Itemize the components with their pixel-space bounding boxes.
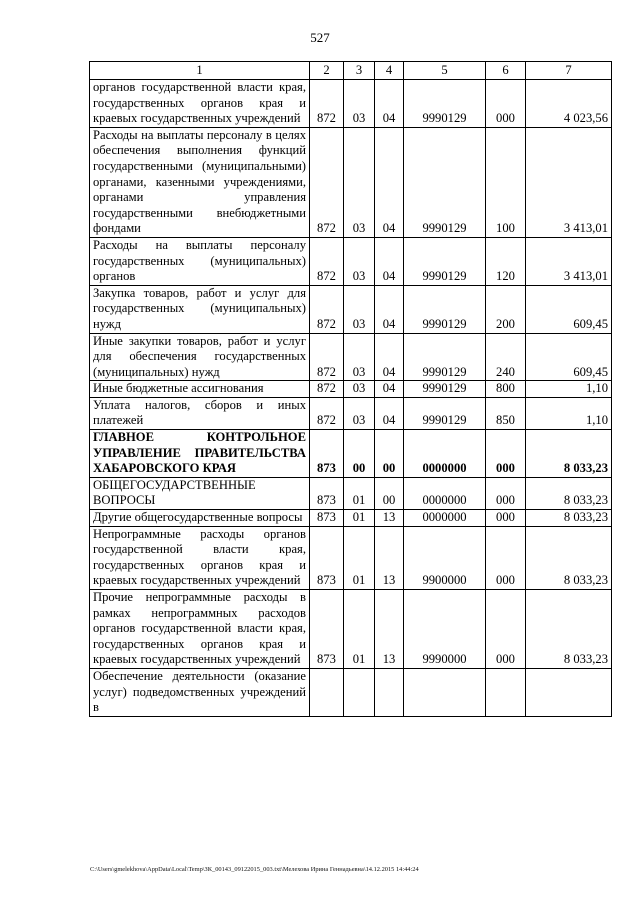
expense-type-cell: 100 [486, 127, 526, 237]
column-header: 1 [90, 62, 310, 80]
column-header: 7 [526, 62, 612, 80]
column-header: 3 [344, 62, 375, 80]
row-name-cell: Расходы на выплаты персоналу в целях обеспечения выполнения функций государственными (муниципальными) органами, казенными учреждениями, органами управления государственными внебюджетными фондами [90, 127, 310, 237]
section-code-cell: 00 [344, 430, 375, 478]
subsection-code-cell: 04 [375, 333, 404, 381]
section-code-cell: 03 [344, 285, 375, 333]
expense-type-cell: 000 [486, 510, 526, 527]
expense-type-cell: 800 [486, 381, 526, 398]
target-article-cell: 9900000 [404, 526, 486, 589]
table-row [90, 127, 612, 237]
expense-type-cell: 000 [486, 590, 526, 669]
table-row [90, 80, 612, 128]
section-code-cell: 03 [344, 127, 375, 237]
expense-type-cell [486, 668, 526, 716]
amount-cell: 1,10 [526, 381, 612, 398]
subsection-code-cell: 04 [375, 285, 404, 333]
row-name-cell: органов государственной власти края, государственных органов края и краевых государственных учреждений [90, 80, 310, 128]
table-row [90, 590, 612, 669]
row-name-cell: ГЛАВНОЕ КОНТРОЛЬНОЕ УПРАВЛЕНИЕ ПРАВИТЕЛЬСТВА ХАБАРОВСКОГО КРАЯ [90, 430, 310, 478]
target-article-cell: 0000000 [404, 430, 486, 478]
amount-cell: 8 033,23 [526, 430, 612, 478]
gov-code-cell: 872 [310, 127, 344, 237]
amount-cell: 8 033,23 [526, 477, 612, 509]
gov-code-cell: 873 [310, 477, 344, 509]
gov-code-cell: 873 [310, 430, 344, 478]
subsection-code-cell: 04 [375, 237, 404, 285]
table-row [90, 526, 612, 589]
expense-type-cell: 850 [486, 397, 526, 429]
amount-cell: 4 023,56 [526, 80, 612, 128]
row-name-cell: ОБЩЕГОСУДАРСТВЕННЫЕ ВОПРОСЫ [90, 477, 310, 509]
section-code-cell [344, 668, 375, 716]
row-name-cell: Непрограммные расходы органов государственной власти края, государственных органов края и краевых государственных учреждений [90, 526, 310, 589]
target-article-cell: 0000000 [404, 477, 486, 509]
amount-cell: 8 033,23 [526, 510, 612, 527]
expense-type-cell: 000 [486, 526, 526, 589]
row-name-cell: Уплата налогов, сборов и иных платежей [90, 397, 310, 429]
table-row [90, 285, 612, 333]
section-code-cell: 03 [344, 333, 375, 381]
file-path-footer: C:\Users\gmelekhova\AppData\Local\Temp\ЗК_00143_09122015_003.txt\Мелехова Ирина Геннадьевна\14.12.2015 14:44:24 [90, 866, 419, 873]
subsection-code-cell: 04 [375, 381, 404, 398]
row-name-cell: Иные закупки товаров, работ и услуг для обеспечения государственных (муниципальных) нужд [90, 333, 310, 381]
amount-cell [526, 668, 612, 716]
expense-type-cell: 000 [486, 430, 526, 478]
subsection-code-cell: 13 [375, 526, 404, 589]
subsection-code-cell: 04 [375, 80, 404, 128]
target-article-cell [404, 668, 486, 716]
gov-code-cell: 872 [310, 333, 344, 381]
table-row [90, 381, 612, 398]
row-name-cell: Закупка товаров, работ и услуг для государственных (муниципальных) нужд [90, 285, 310, 333]
expense-type-cell: 000 [486, 80, 526, 128]
gov-code-cell: 872 [310, 285, 344, 333]
row-name-cell: Обеспечение деятельности (оказание услуг) подведомственных учреждений в [90, 668, 310, 716]
target-article-cell: 9990129 [404, 80, 486, 128]
section-code-cell: 03 [344, 381, 375, 398]
amount-cell: 3 413,01 [526, 127, 612, 237]
subsection-code-cell: 00 [375, 477, 404, 509]
table-row [90, 668, 612, 716]
target-article-cell: 9990129 [404, 381, 486, 398]
expense-type-cell: 000 [486, 477, 526, 509]
expense-type-cell: 240 [486, 333, 526, 381]
budget-table [89, 61, 612, 717]
table-row [90, 477, 612, 509]
subsection-code-cell: 00 [375, 430, 404, 478]
column-header: 4 [375, 62, 404, 80]
table-row [90, 510, 612, 527]
amount-cell: 609,45 [526, 333, 612, 381]
table-row [90, 397, 612, 429]
row-name-cell: Прочие непрограммные расходы в рамках непрограммных расходов органов государственной власти края, государственных органов края и краевых государственных учреждений [90, 590, 310, 669]
target-article-cell: 0000000 [404, 510, 486, 527]
expense-type-cell: 200 [486, 285, 526, 333]
target-article-cell: 9990000 [404, 590, 486, 669]
row-name-cell: Иные бюджетные ассигнования [90, 381, 310, 398]
section-code-cell: 03 [344, 80, 375, 128]
target-article-cell: 9990129 [404, 237, 486, 285]
row-name-cell: Расходы на выплаты персоналу государственных (муниципальных) органов [90, 237, 310, 285]
section-code-cell: 01 [344, 526, 375, 589]
amount-cell: 8 033,23 [526, 526, 612, 589]
gov-code-cell: 872 [310, 397, 344, 429]
amount-cell: 609,45 [526, 285, 612, 333]
gov-code-cell: 873 [310, 510, 344, 527]
page-number: 527 [310, 30, 330, 45]
gov-code-cell: 872 [310, 381, 344, 398]
section-code-cell: 01 [344, 590, 375, 669]
table-row [90, 237, 612, 285]
expense-type-cell: 120 [486, 237, 526, 285]
target-article-cell: 9990129 [404, 127, 486, 237]
amount-cell: 8 033,23 [526, 590, 612, 669]
column-header: 6 [486, 62, 526, 80]
subsection-code-cell [375, 668, 404, 716]
section-code-cell: 01 [344, 477, 375, 509]
gov-code-cell: 873 [310, 590, 344, 669]
table-row [90, 430, 612, 478]
target-article-cell: 9990129 [404, 333, 486, 381]
target-article-cell: 9990129 [404, 397, 486, 429]
amount-cell: 1,10 [526, 397, 612, 429]
section-code-cell: 01 [344, 510, 375, 527]
subsection-code-cell: 13 [375, 590, 404, 669]
row-name-cell: Другие общегосударственные вопросы [90, 510, 310, 527]
subsection-code-cell: 04 [375, 397, 404, 429]
subsection-code-cell: 13 [375, 510, 404, 527]
gov-code-cell: 872 [310, 80, 344, 128]
table-row [90, 333, 612, 381]
section-code-cell: 03 [344, 237, 375, 285]
subsection-code-cell: 04 [375, 127, 404, 237]
column-header: 2 [310, 62, 344, 80]
gov-code-cell: 873 [310, 526, 344, 589]
column-header: 5 [404, 62, 486, 80]
section-code-cell: 03 [344, 397, 375, 429]
gov-code-cell: 872 [310, 237, 344, 285]
gov-code-cell [310, 668, 344, 716]
amount-cell: 3 413,01 [526, 237, 612, 285]
target-article-cell: 9990129 [404, 285, 486, 333]
table-header-row [90, 62, 612, 80]
